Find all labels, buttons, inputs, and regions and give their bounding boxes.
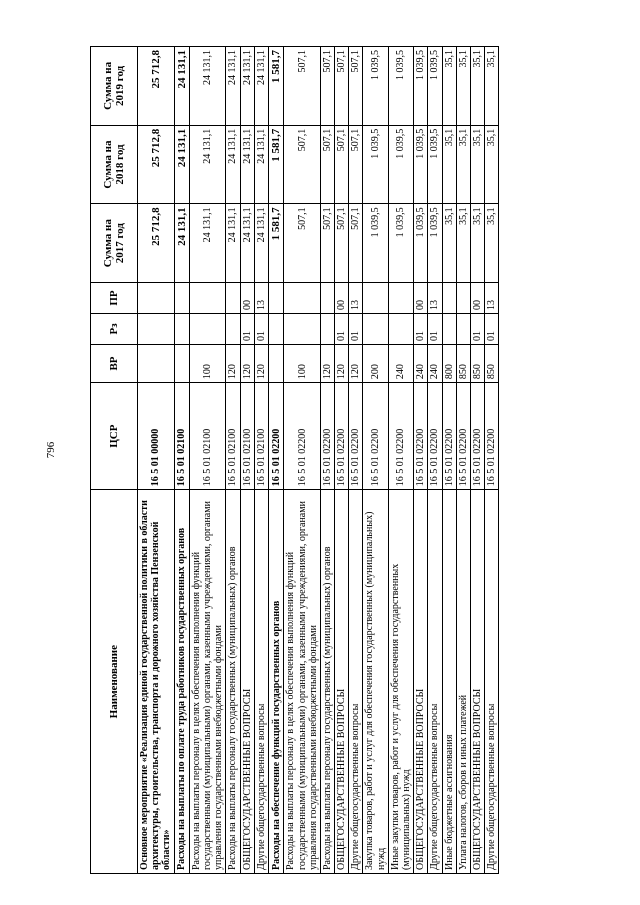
cell-csr: 16 5 01 02100 — [254, 383, 268, 490]
cell-name: Расходы на выплаты персоналу государственных (муниципальных) органов — [226, 490, 240, 874]
cell-csr: 16 5 01 02200 — [414, 383, 428, 490]
cell-name: Расходы на выплаты по оплате труда работников государственных органов — [174, 490, 189, 874]
cell-csr: 16 5 01 02200 — [388, 383, 413, 490]
cell-csr: 16 5 01 02200 — [349, 383, 363, 490]
budget-table — [90, 46, 499, 874]
table-row — [226, 47, 240, 874]
cell-sum-2018: 24 131,1 — [240, 125, 254, 204]
cell-sum-2017: 1 039,5 — [428, 204, 442, 283]
table-row — [363, 47, 388, 874]
cell-name: Другие общегосударственные вопросы — [254, 490, 268, 874]
cell-sum-2017: 1 039,5 — [363, 204, 388, 283]
cell-sum-2019: 35,1 — [470, 47, 484, 126]
cell-sum-2018: 507,1 — [320, 125, 334, 204]
cell-rz — [320, 313, 334, 344]
cell-vr: 120 — [226, 344, 240, 382]
header-vr: ВР — [91, 344, 138, 382]
cell-rz — [388, 313, 413, 344]
cell-sum-2019: 35,1 — [442, 47, 456, 126]
cell-rz — [442, 313, 456, 344]
cell-pr — [138, 283, 175, 314]
cell-csr: 16 5 01 02200 — [442, 383, 456, 490]
cell-sum-2017: 507,1 — [335, 204, 349, 283]
cell-vr: 200 — [363, 344, 388, 382]
cell-rz — [284, 313, 321, 344]
cell-sum-2019: 1 039,5 — [388, 47, 413, 126]
cell-sum-2017: 507,1 — [284, 204, 321, 283]
table-row — [174, 47, 189, 874]
header-rz: Рз — [91, 313, 138, 344]
cell-vr: 100 — [189, 344, 226, 382]
cell-vr — [174, 344, 189, 382]
table-row — [442, 47, 456, 874]
table-body — [138, 47, 499, 874]
cell-sum-2017: 25 712,8 — [138, 204, 175, 283]
cell-name: Другие общегосударственные вопросы — [428, 490, 442, 874]
cell-sum-2018: 1 039,5 — [388, 125, 413, 204]
cell-sum-2018: 24 131,1 — [174, 125, 189, 204]
cell-rz: 01 — [240, 313, 254, 344]
cell-vr: 240 — [428, 344, 442, 382]
cell-name: Иные бюджетные ассигнования — [442, 490, 456, 874]
table-row — [414, 47, 428, 874]
cell-pr: 00 — [240, 283, 254, 314]
cell-name: Другие общегосударственные вопросы — [349, 490, 363, 874]
cell-pr — [363, 283, 388, 314]
cell-sum-2019: 1 039,5 — [363, 47, 388, 126]
table-row — [349, 47, 363, 874]
cell-sum-2018: 35,1 — [470, 125, 484, 204]
table-row — [485, 47, 499, 874]
cell-sum-2018: 35,1 — [456, 125, 470, 204]
cell-sum-2017: 507,1 — [349, 204, 363, 283]
table-row — [284, 47, 321, 874]
cell-rz: 01 — [414, 313, 428, 344]
table-header-row — [91, 47, 138, 874]
page-number: 796 — [45, 441, 57, 459]
cell-sum-2019: 1 039,5 — [428, 47, 442, 126]
cell-sum-2018: 24 131,1 — [189, 125, 226, 204]
cell-pr: 13 — [349, 283, 363, 314]
cell-name: Основное мероприятие «Реализация единой государственной политики в области архитектуры, строительства, транспорта и дорожного хозяйства Пензенской области» — [138, 490, 175, 874]
cell-name: Закупка товаров, работ и услуг для обеспечения государственных (муниципальных) нужд — [363, 490, 388, 874]
cell-pr — [320, 283, 334, 314]
cell-sum-2018: 507,1 — [349, 125, 363, 204]
cell-pr — [269, 283, 284, 314]
cell-rz — [269, 313, 284, 344]
cell-sum-2019: 25 712,8 — [138, 47, 175, 126]
cell-name: Расходы на выплаты персоналу в целях обеспечения выполнения функций государственными (муниципальными) органами, казенными учреждениями, органами управления государственными внебюджетными фондами — [189, 490, 226, 874]
cell-vr — [269, 344, 284, 382]
cell-sum-2019: 507,1 — [349, 47, 363, 126]
cell-vr: 850 — [470, 344, 484, 382]
cell-sum-2019: 24 131,1 — [226, 47, 240, 126]
cell-csr: 16 5 01 02200 — [470, 383, 484, 490]
cell-pr: 13 — [254, 283, 268, 314]
cell-vr: 850 — [485, 344, 499, 382]
cell-csr: 16 5 01 02100 — [174, 383, 189, 490]
cell-sum-2019: 35,1 — [485, 47, 499, 126]
cell-sum-2019: 24 131,1 — [254, 47, 268, 126]
table-row — [240, 47, 254, 874]
cell-sum-2018: 507,1 — [335, 125, 349, 204]
cell-sum-2018: 25 712,8 — [138, 125, 175, 204]
cell-name: ОБЩЕГОСУДАРСТВЕННЫЕ ВОПРОСЫ — [240, 490, 254, 874]
cell-name: Другие общегосударственные вопросы — [485, 490, 499, 874]
cell-pr — [388, 283, 413, 314]
cell-sum-2018: 507,1 — [284, 125, 321, 204]
cell-csr: 16 5 01 02100 — [240, 383, 254, 490]
cell-sum-2017: 1 581,7 — [269, 204, 284, 283]
cell-sum-2018: 1 039,5 — [428, 125, 442, 204]
cell-rz — [226, 313, 240, 344]
cell-csr: 16 5 01 02200 — [320, 383, 334, 490]
cell-name: Уплата налогов, сборов и иных платежей — [456, 490, 470, 874]
cell-sum-2017: 1 039,5 — [414, 204, 428, 283]
cell-csr: 16 5 01 02100 — [226, 383, 240, 490]
cell-csr: 16 5 01 02200 — [363, 383, 388, 490]
cell-sum-2017: 507,1 — [320, 204, 334, 283]
cell-sum-2019: 507,1 — [284, 47, 321, 126]
cell-sum-2017: 24 131,1 — [174, 204, 189, 283]
table-row — [388, 47, 413, 874]
cell-rz — [138, 313, 175, 344]
cell-pr: 00 — [470, 283, 484, 314]
cell-pr — [174, 283, 189, 314]
cell-sum-2019: 1 039,5 — [414, 47, 428, 126]
cell-pr — [442, 283, 456, 314]
cell-sum-2018: 35,1 — [485, 125, 499, 204]
cell-pr: 00 — [414, 283, 428, 314]
cell-pr — [226, 283, 240, 314]
cell-name: Расходы на выплаты персоналу государственных (муниципальных) органов — [320, 490, 334, 874]
cell-pr — [284, 283, 321, 314]
cell-vr: 240 — [414, 344, 428, 382]
table-row — [138, 47, 175, 874]
cell-sum-2017: 35,1 — [470, 204, 484, 283]
cell-sum-2017: 24 131,1 — [254, 204, 268, 283]
cell-sum-2018: 24 131,1 — [254, 125, 268, 204]
cell-sum-2017: 1 039,5 — [388, 204, 413, 283]
cell-csr: 16 5 01 02100 — [189, 383, 226, 490]
cell-pr — [456, 283, 470, 314]
cell-rz: 01 — [254, 313, 268, 344]
cell-csr: 16 5 01 02200 — [485, 383, 499, 490]
cell-sum-2019: 507,1 — [320, 47, 334, 126]
header-pr: ПР — [91, 283, 138, 314]
cell-sum-2017: 35,1 — [442, 204, 456, 283]
cell-vr: 850 — [456, 344, 470, 382]
cell-csr: 16 5 01 00000 — [138, 383, 175, 490]
cell-sum-2019: 35,1 — [456, 47, 470, 126]
cell-rz — [189, 313, 226, 344]
cell-rz — [456, 313, 470, 344]
cell-name: Расходы на выплаты персоналу в целях обеспечения выполнения функций государственными (муниципальными) органами, казенными учреждениями, органами управления государственными внебюджетными фондами — [284, 490, 321, 874]
cell-vr: 120 — [254, 344, 268, 382]
table-row — [335, 47, 349, 874]
header-sum-2018: Сумма на 2018 год — [91, 125, 138, 204]
cell-vr: 240 — [388, 344, 413, 382]
cell-vr: 120 — [335, 344, 349, 382]
cell-sum-2019: 507,1 — [335, 47, 349, 126]
cell-pr: 13 — [485, 283, 499, 314]
cell-vr — [138, 344, 175, 382]
cell-sum-2019: 24 131,1 — [189, 47, 226, 126]
cell-sum-2018: 24 131,1 — [226, 125, 240, 204]
header-csr: ЦСР — [91, 383, 138, 490]
cell-name: Иные закупки товаров, работ и услуг для обеспечения государственных (муниципальных) нужд — [388, 490, 413, 874]
header-sum-2019: Сумма на 2019 год — [91, 47, 138, 126]
header-sum-2017: Сумма на 2017 год — [91, 204, 138, 283]
cell-rz — [363, 313, 388, 344]
cell-pr — [189, 283, 226, 314]
rotated-table-container — [90, 46, 596, 874]
cell-rz: 01 — [349, 313, 363, 344]
cell-sum-2019: 1 581,7 — [269, 47, 284, 126]
cell-rz: 01 — [428, 313, 442, 344]
header-name: Наименование — [91, 490, 138, 874]
table-row — [189, 47, 226, 874]
cell-sum-2017: 24 131,1 — [189, 204, 226, 283]
cell-rz: 01 — [335, 313, 349, 344]
cell-name: ОБЩЕГОСУДАРСТВЕННЫЕ ВОПРОСЫ — [470, 490, 484, 874]
cell-sum-2017: 35,1 — [485, 204, 499, 283]
cell-sum-2018: 1 039,5 — [414, 125, 428, 204]
cell-csr: 16 5 01 02200 — [428, 383, 442, 490]
table-row — [254, 47, 268, 874]
cell-sum-2019: 24 131,1 — [240, 47, 254, 126]
cell-vr: 800 — [442, 344, 456, 382]
cell-name: ОБЩЕГОСУДАРСТВЕННЫЕ ВОПРОСЫ — [335, 490, 349, 874]
cell-pr: 00 — [335, 283, 349, 314]
cell-rz — [174, 313, 189, 344]
cell-rz: 01 — [470, 313, 484, 344]
cell-pr: 13 — [428, 283, 442, 314]
cell-sum-2019: 24 131,1 — [174, 47, 189, 126]
table-row — [269, 47, 284, 874]
cell-sum-2018: 1 581,7 — [269, 125, 284, 204]
cell-rz: 01 — [485, 313, 499, 344]
table-row — [470, 47, 484, 874]
table-row — [456, 47, 470, 874]
cell-name: Расходы на обеспечение функций государственных органов — [269, 490, 284, 874]
cell-vr: 120 — [240, 344, 254, 382]
cell-vr: 120 — [349, 344, 363, 382]
cell-csr: 16 5 01 02200 — [335, 383, 349, 490]
cell-sum-2017: 24 131,1 — [240, 204, 254, 283]
cell-vr: 120 — [320, 344, 334, 382]
cell-csr: 16 5 01 02200 — [284, 383, 321, 490]
cell-sum-2017: 24 131,1 — [226, 204, 240, 283]
cell-csr: 16 5 01 02200 — [456, 383, 470, 490]
cell-csr: 16 5 01 02200 — [269, 383, 284, 490]
cell-vr: 100 — [284, 344, 321, 382]
cell-sum-2018: 1 039,5 — [363, 125, 388, 204]
cell-sum-2017: 35,1 — [456, 204, 470, 283]
cell-name: ОБЩЕГОСУДАРСТВЕННЫЕ ВОПРОСЫ — [414, 490, 428, 874]
table-row — [320, 47, 334, 874]
table-row — [428, 47, 442, 874]
cell-sum-2018: 35,1 — [442, 125, 456, 204]
